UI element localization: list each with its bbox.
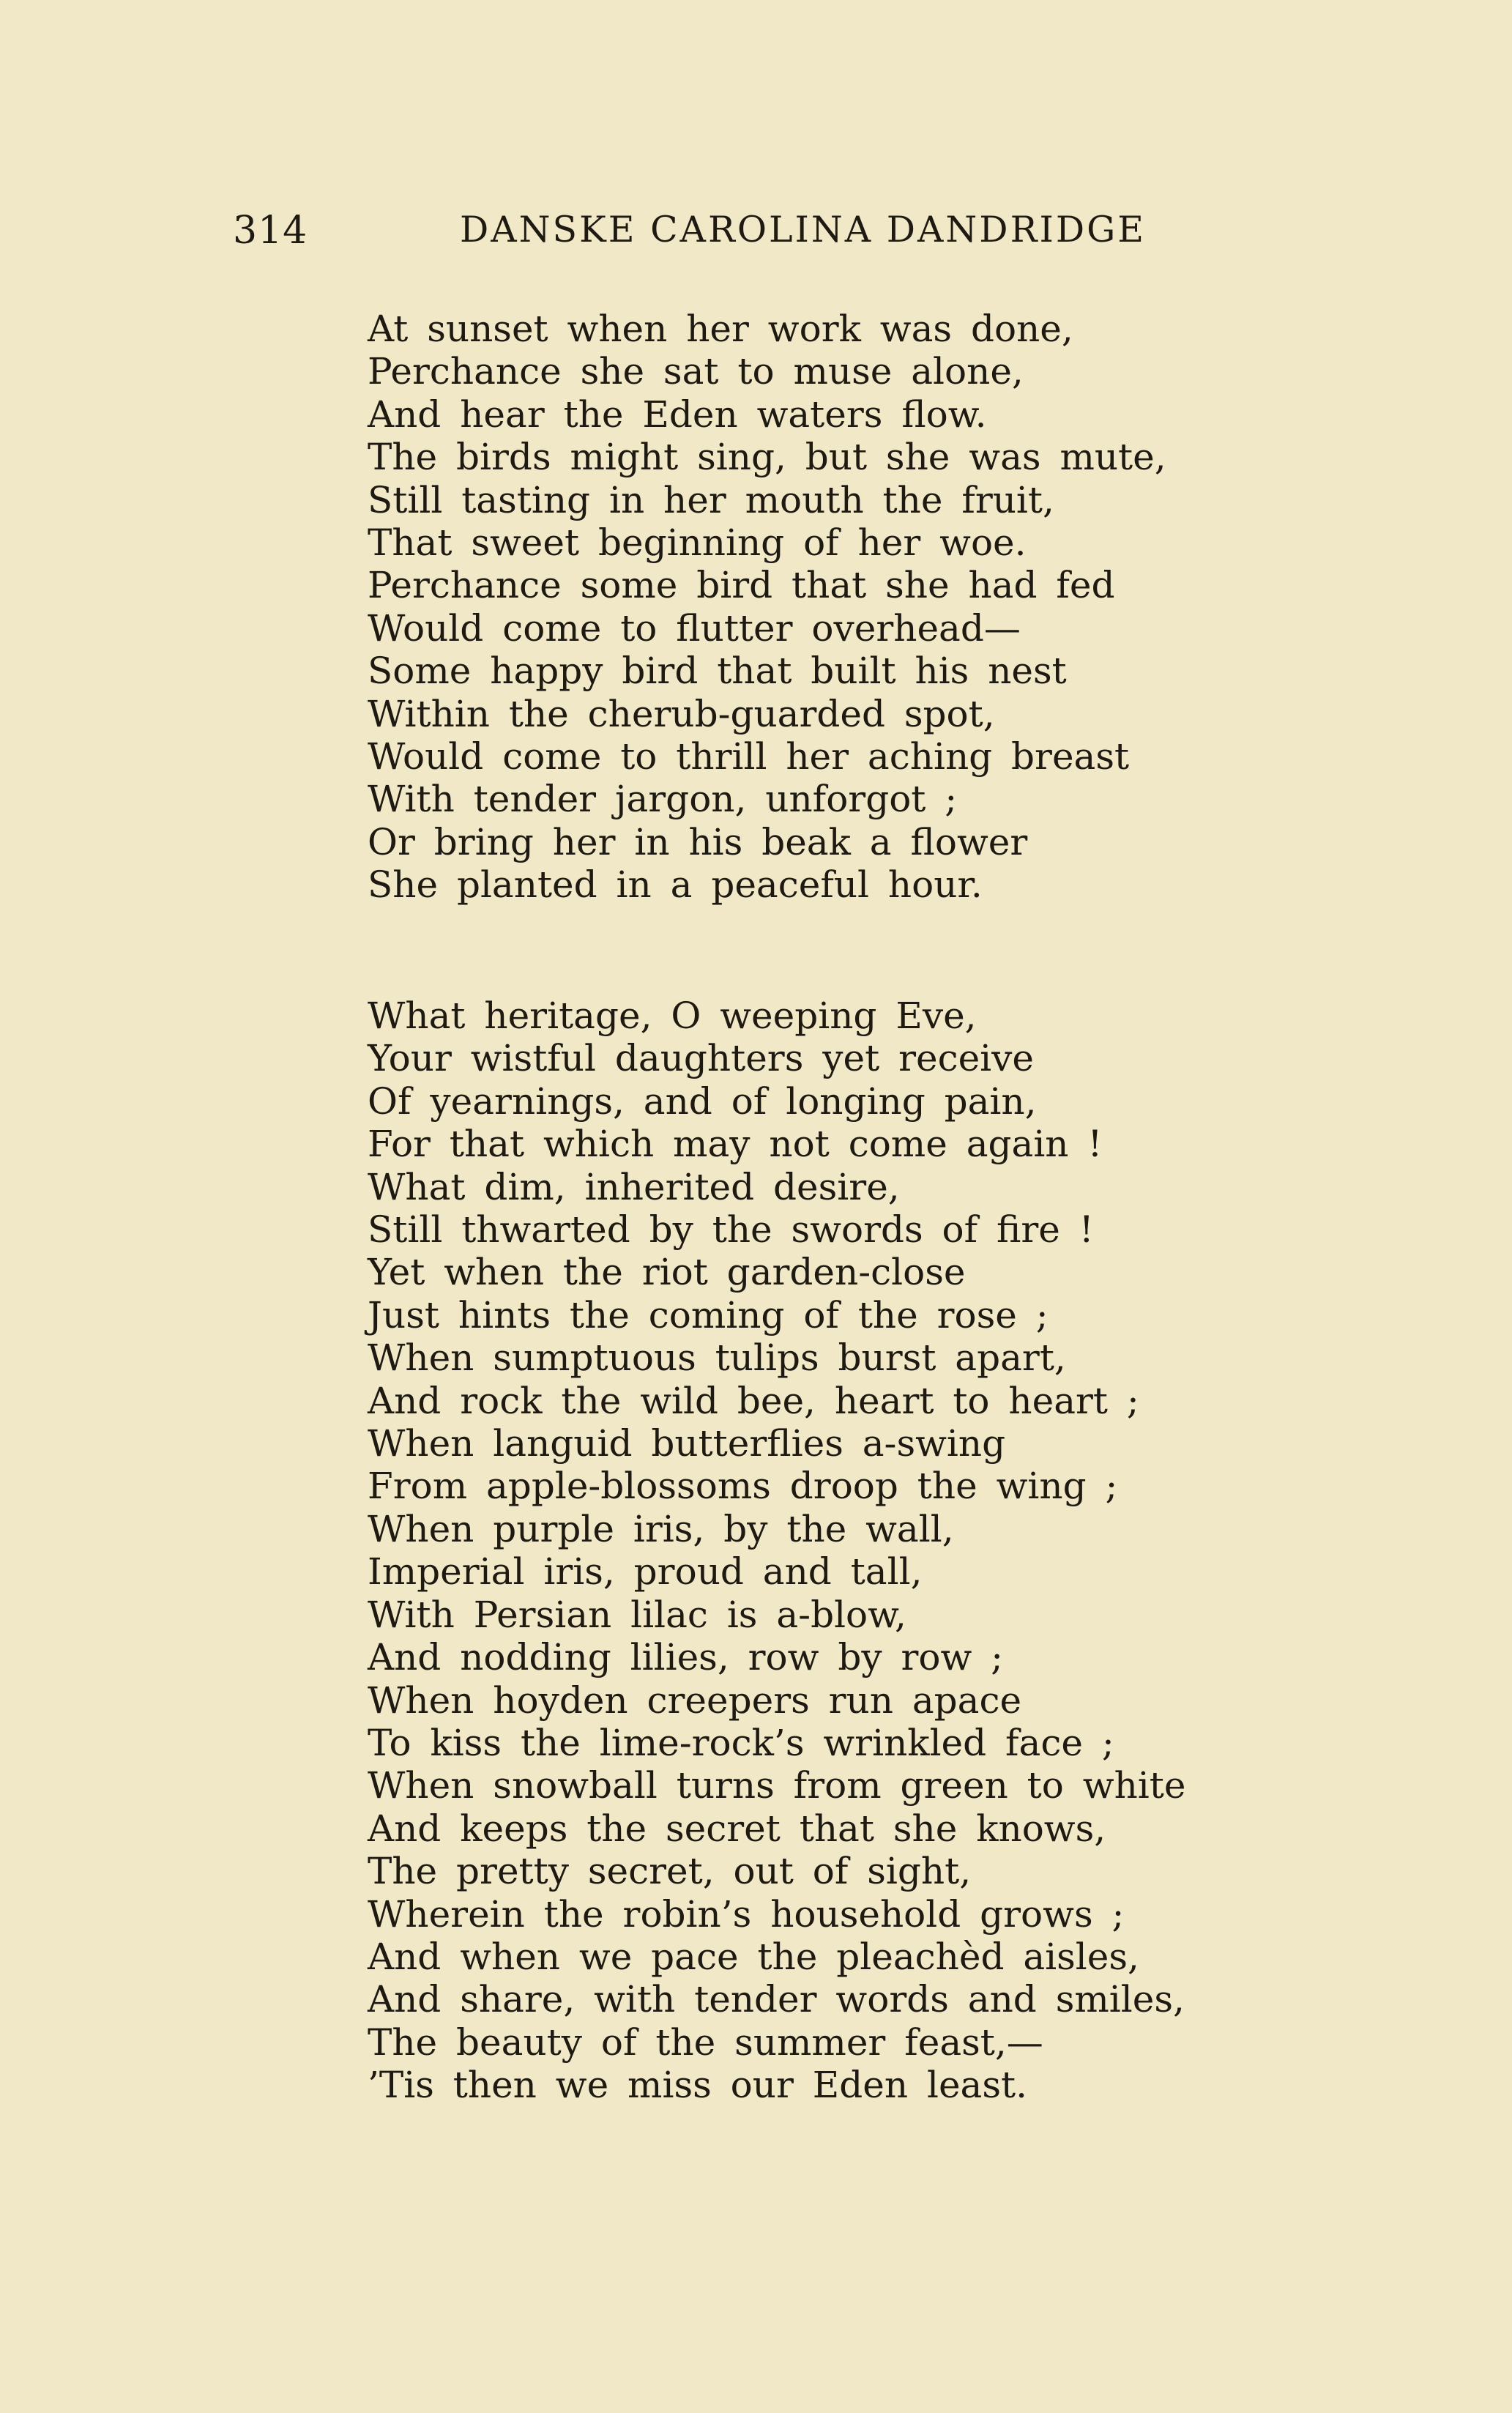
poem-line: She planted in a peaceful hour. [368,863,983,907]
poem-line: Within the cherub-guarded spot, [368,692,995,735]
poem-line: Wherein the robin’s household grows ; [368,1892,1125,1936]
poem-line: And nodding lilies, row by row ; [368,1636,1004,1679]
poem-line: At sunset when her work was done, [368,308,1073,350]
poem-line: And rock the wild bee, heart to heart ; [368,1379,1139,1422]
poem-line: Of yearnings, and of longing pain, [368,1079,1037,1123]
poem-line: The beauty of the summer feast,— [368,2020,1043,2064]
running-title: DANSKE CAROLINA DANDRIDGE [460,209,1147,250]
poem-line: When sumptuous tulips burst apart, [368,1336,1066,1380]
poem-line: What dim, inherited desire, [368,1165,900,1208]
poem-line: And hear the Eden waters flow. [368,393,987,436]
stanza-2 [368,994,1319,2107]
poem-line: For that which may not come again ! [368,1123,1103,1166]
poem-line: What heritage, O weeping Eve, [368,994,977,1037]
poem-line: Imperial iris, proud and tall, [368,1550,923,1594]
poem-line: The pretty secret, out of sight, [368,1850,972,1893]
poem-line: With Persian lilac is a-blow, [368,1593,906,1636]
poem-line: Yet when the riot garden-close [368,1251,966,1294]
page-number: 314 [233,209,308,253]
poem-line: And share, with tender words and smiles, [368,1978,1185,2021]
poem-line: Still tasting in her mouth the fruit, [368,478,1054,521]
poem-line: And keeps the secret that she knows, [368,1807,1106,1850]
poem-line: When hoyden creepers run apace [368,1678,1022,1722]
poem-line: To kiss the lime-rock’s wrinkled face ; [368,1721,1114,1764]
poem-line: When purple iris, by the wall, [368,1507,954,1550]
stanza-1 [368,308,1319,907]
poem-line: From apple-blossoms droop the wing ; [368,1465,1118,1508]
poem-line: With tender jargon, unforgot ; [368,778,958,821]
poem-line: Or bring her in his beak a flower [368,820,1028,863]
poem-line: That sweet beginning of her woe. [368,521,1027,565]
poem-line: Perchance some bird that she had fed [368,564,1115,607]
poem-line: When snowball turns from green to white [368,1764,1186,1807]
poem-line: And when we pace the pleachèd aisles, [368,1935,1139,1978]
poem-line: When languid butterflies a-swing [368,1422,1006,1465]
poem-line: Just hints the coming of the rose ; [368,1293,1049,1336]
poem-line: Your wistful daughters yet receive [368,1037,1034,1080]
poem-line: Some happy bird that built his nest [368,650,1067,693]
poem-line: The birds might sing, but she was mute, [368,436,1166,479]
poem-line: Perchance she sat to muse alone, [368,350,1024,393]
poem-line: Would come to thrill her aching breast [368,735,1130,778]
poem-line: Still thwarted by the swords of fire ! [368,1208,1094,1252]
poem-line: Would come to flutter overhead— [368,606,1021,650]
page-header [233,209,1177,260]
poem-line: ’Tis then we miss our Eden least. [368,2064,1027,2107]
